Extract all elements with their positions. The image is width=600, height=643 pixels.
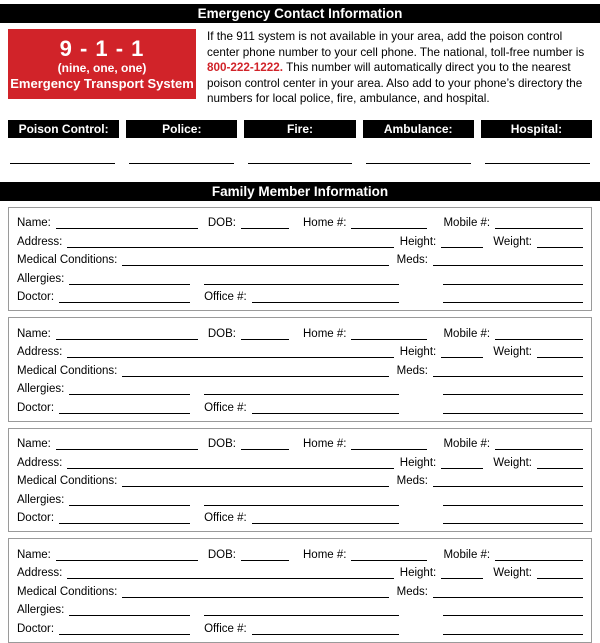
doctor-blank-line xyxy=(59,519,190,524)
meds-continuation-line-2 xyxy=(443,298,583,303)
name-blank-line xyxy=(56,556,198,561)
family-member-block xyxy=(8,428,592,533)
dob-label: DOB: xyxy=(207,548,236,561)
name-label: Name: xyxy=(17,548,51,561)
member-row-doctor-office xyxy=(17,286,583,305)
intro-paragraph xyxy=(207,29,592,107)
family-member-blocks xyxy=(0,207,600,643)
mobile-number-blank-line xyxy=(495,224,583,229)
allergies-continuation-line xyxy=(204,280,399,285)
name-blank-line xyxy=(56,445,198,450)
member-row-medical-meds xyxy=(17,580,583,599)
member-row-name-dob-phones xyxy=(17,322,583,341)
member-row-name-dob-phones xyxy=(17,212,583,231)
weight-blank-line xyxy=(537,243,583,248)
member-row-doctor-office xyxy=(17,507,583,526)
emergency-contact-label-row xyxy=(8,120,592,138)
medical-conditions-blank-line xyxy=(122,593,388,598)
meds-label: Meds: xyxy=(396,364,428,377)
mobile-number-blank-line xyxy=(495,445,583,450)
contact-label-fire: Fire: xyxy=(244,120,355,138)
doctor-label: Doctor: xyxy=(17,291,55,304)
weight-blank-line xyxy=(537,353,583,358)
address-label: Address: xyxy=(17,235,63,248)
home-number-blank-line xyxy=(351,445,427,450)
meds-continuation-line-1 xyxy=(443,390,583,395)
name-label: Name: xyxy=(17,327,51,340)
mobile-number-label: Mobile #: xyxy=(443,548,491,561)
medical-conditions-label: Medical Conditions: xyxy=(17,475,118,488)
member-row-allergies xyxy=(17,378,583,397)
poison-control-phone-number: 800-222-1222. xyxy=(207,61,284,75)
medical-conditions-blank-line xyxy=(122,372,388,377)
office-number-label: Office #: xyxy=(204,512,247,525)
address-blank-line xyxy=(67,353,393,358)
page-header-title: Emergency Contact Information xyxy=(197,6,403,21)
family-section-header xyxy=(0,182,600,201)
office-number-blank-line xyxy=(252,519,399,524)
address-blank-line xyxy=(67,574,393,579)
name-label: Name: xyxy=(17,217,51,230)
address-label: Address: xyxy=(17,456,63,469)
family-section-title: Family Member Information xyxy=(211,183,389,199)
medical-conditions-label: Medical Conditions: xyxy=(17,364,118,377)
member-row-medical-meds xyxy=(17,359,583,378)
meds-continuation-line-1 xyxy=(443,501,583,506)
meds-blank-line xyxy=(433,482,583,487)
intro-section xyxy=(8,29,592,107)
doctor-blank-line xyxy=(59,630,190,635)
dob-blank-line xyxy=(241,445,289,450)
911-number: 9 - 1 - 1 xyxy=(59,36,145,62)
contact-label-hospital: Hospital: xyxy=(481,120,592,138)
medical-conditions-blank-line xyxy=(122,482,388,487)
dob-label: DOB: xyxy=(207,327,236,340)
member-row-allergies xyxy=(17,267,583,286)
doctor-blank-line xyxy=(59,298,190,303)
weight-blank-line xyxy=(537,464,583,469)
intro-text-before: If the 911 system is not available in your area, add the poison control center phone number to your cell phone. The national, toll-free number is xyxy=(207,30,585,59)
home-number-label: Home #: xyxy=(303,327,347,340)
contact-label-ambulance: Ambulance: xyxy=(363,120,474,138)
meds-continuation-line-2 xyxy=(443,630,583,635)
hospital-blank-line xyxy=(485,138,590,164)
family-member-block xyxy=(8,207,592,312)
office-number-blank-line xyxy=(252,409,399,414)
allergies-blank-line xyxy=(69,501,190,506)
height-label: Height: xyxy=(399,235,437,248)
fire-blank-line xyxy=(248,138,353,164)
member-row-address-height-weight xyxy=(17,341,583,360)
address-blank-line xyxy=(67,464,393,469)
allergies-continuation-line xyxy=(204,390,399,395)
meds-continuation-line-1 xyxy=(443,280,583,285)
address-label: Address: xyxy=(17,346,63,359)
member-row-medical-meds xyxy=(17,470,583,489)
height-blank-line xyxy=(441,243,483,248)
member-row-address-height-weight xyxy=(17,451,583,470)
emergency-contact-blank-row xyxy=(10,138,590,164)
member-row-medical-meds xyxy=(17,249,583,268)
meds-blank-line xyxy=(433,372,583,377)
member-row-address-height-weight xyxy=(17,230,583,249)
office-number-blank-line xyxy=(252,298,399,303)
name-blank-line xyxy=(56,224,198,229)
allergies-label: Allergies: xyxy=(17,272,65,285)
office-number-label: Office #: xyxy=(204,401,247,414)
ambulance-blank-line xyxy=(366,138,471,164)
address-label: Address: xyxy=(17,567,63,580)
home-number-blank-line xyxy=(351,556,427,561)
office-number-blank-line xyxy=(252,630,399,635)
911-subtitle: Emergency Transport System xyxy=(10,75,194,91)
allergies-label: Allergies: xyxy=(17,383,65,396)
member-row-name-dob-phones xyxy=(17,433,583,452)
height-label: Height: xyxy=(399,567,437,580)
meds-continuation-line-2 xyxy=(443,409,583,414)
doctor-label: Doctor: xyxy=(17,512,55,525)
height-label: Height: xyxy=(399,346,437,359)
weight-label: Weight: xyxy=(493,235,532,248)
family-member-block xyxy=(8,538,592,643)
member-row-address-height-weight xyxy=(17,562,583,581)
home-number-label: Home #: xyxy=(303,438,347,451)
home-number-blank-line xyxy=(351,224,427,229)
mobile-number-blank-line xyxy=(495,556,583,561)
allergies-blank-line xyxy=(69,390,190,395)
medical-conditions-label: Medical Conditions: xyxy=(17,585,118,598)
meds-blank-line xyxy=(433,261,583,266)
name-label: Name: xyxy=(17,438,51,451)
meds-continuation-line-2 xyxy=(443,519,583,524)
office-number-label: Office #: xyxy=(204,622,247,635)
allergies-blank-line xyxy=(69,280,190,285)
name-blank-line xyxy=(56,335,198,340)
home-number-label: Home #: xyxy=(303,548,347,561)
doctor-label: Doctor: xyxy=(17,622,55,635)
contact-label-police: Police: xyxy=(126,120,237,138)
dob-label: DOB: xyxy=(207,438,236,451)
weight-label: Weight: xyxy=(493,346,532,359)
allergies-continuation-line xyxy=(204,501,399,506)
member-row-doctor-office xyxy=(17,396,583,415)
medical-conditions-label: Medical Conditions: xyxy=(17,254,118,267)
intro-text-after: This number will automatically direct you to the nearest poison control center in your area. Also add to your phone’s directory the numbers for local police, fire, ambulance, and hospital. xyxy=(207,61,583,106)
mobile-number-label: Mobile #: xyxy=(443,217,491,230)
height-label: Height: xyxy=(399,456,437,469)
family-member-block xyxy=(8,317,592,422)
mobile-number-label: Mobile #: xyxy=(443,327,491,340)
height-blank-line xyxy=(441,464,483,469)
weight-label: Weight: xyxy=(493,456,532,469)
member-row-allergies xyxy=(17,488,583,507)
weight-label: Weight: xyxy=(493,567,532,580)
page-header xyxy=(0,4,600,23)
home-number-label: Home #: xyxy=(303,217,347,230)
contact-label-poison-control: Poison Control: xyxy=(8,120,119,138)
allergies-label: Allergies: xyxy=(17,604,65,617)
office-number-label: Office #: xyxy=(204,291,247,304)
mobile-number-label: Mobile #: xyxy=(443,438,491,451)
dob-blank-line xyxy=(241,224,289,229)
allergies-label: Allergies: xyxy=(17,493,65,506)
home-number-blank-line xyxy=(351,335,427,340)
meds-label: Meds: xyxy=(396,254,428,267)
member-row-name-dob-phones xyxy=(17,543,583,562)
member-row-allergies xyxy=(17,599,583,618)
doctor-label: Doctor: xyxy=(17,401,55,414)
allergies-continuation-line xyxy=(204,611,399,616)
meds-continuation-line-1 xyxy=(443,611,583,616)
emergency-911-box xyxy=(8,29,196,99)
meds-blank-line xyxy=(433,593,583,598)
dob-blank-line xyxy=(241,335,289,340)
height-blank-line xyxy=(441,574,483,579)
meds-label: Meds: xyxy=(396,475,428,488)
doctor-blank-line xyxy=(59,409,190,414)
meds-label: Meds: xyxy=(396,585,428,598)
police-blank-line xyxy=(129,138,234,164)
height-blank-line xyxy=(441,353,483,358)
medical-conditions-blank-line xyxy=(122,261,388,266)
dob-label: DOB: xyxy=(207,217,236,230)
allergies-blank-line xyxy=(69,611,190,616)
poison-control-blank-line xyxy=(10,138,115,164)
911-words: (nine, one, one) xyxy=(57,61,147,76)
mobile-number-blank-line xyxy=(495,335,583,340)
weight-blank-line xyxy=(537,574,583,579)
dob-blank-line xyxy=(241,556,289,561)
member-row-doctor-office xyxy=(17,617,583,636)
address-blank-line xyxy=(67,243,393,248)
